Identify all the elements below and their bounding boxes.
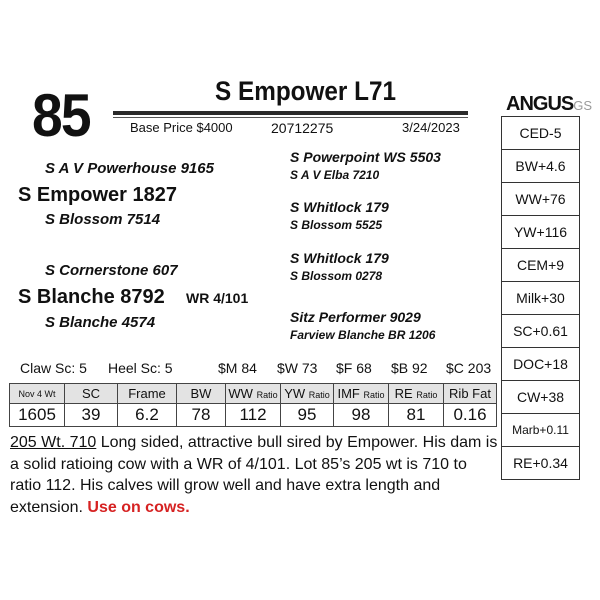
- epd-cem: CEM+9: [502, 249, 579, 282]
- val-yw-ratio: 95: [281, 404, 334, 427]
- description-emphasis: Use on cows.: [87, 498, 190, 516]
- dam-wr: WR 4/101: [186, 290, 249, 306]
- epd-panel: [501, 116, 580, 480]
- dam-dam: S Blanche 4574: [45, 314, 156, 331]
- col-frame: Frame: [118, 384, 177, 404]
- col-bw: BW: [177, 384, 226, 404]
- breed-suffix: GS: [573, 98, 593, 113]
- lot-number: 85: [32, 82, 90, 149]
- epd-ww: WW+76: [502, 183, 579, 216]
- col-imf-label: IMF: [337, 386, 360, 401]
- val-sc: 39: [65, 404, 118, 427]
- great-grandsire-4: Sitz Performer 9029: [290, 309, 421, 325]
- description-lead: 205 Wt. 710: [10, 434, 97, 451]
- index-m: $M 84: [218, 360, 257, 376]
- lot-description: [10, 432, 500, 518]
- col-imf-ratio: [334, 384, 389, 404]
- col-ww-label: WW: [228, 386, 253, 401]
- registration-number: 20712275: [271, 120, 334, 136]
- animal-name: S Empower L71: [215, 76, 397, 106]
- table-row: [10, 404, 497, 427]
- col-imf-ratio-label: Ratio: [363, 390, 385, 400]
- col-yw-label: YW: [284, 386, 306, 401]
- val-rib-fat: 0.16: [444, 404, 497, 427]
- epd-yw: YW+116: [502, 216, 579, 249]
- birth-date: 3/24/2023: [402, 120, 460, 135]
- performance-table: [9, 383, 497, 427]
- col-re-ratio-label: Ratio: [416, 390, 438, 400]
- title-rule-thin: [113, 117, 468, 118]
- col-nov-wt: Nov 4 Wt: [10, 384, 65, 404]
- col-ww-ratio-label: Ratio: [256, 390, 278, 400]
- col-yw-ratio: [281, 384, 334, 404]
- col-ww-ratio: [226, 384, 281, 404]
- epd-ced: CED-5: [502, 117, 579, 150]
- heel-score: Heel Sc: 5: [108, 360, 173, 376]
- table-header-row: [10, 384, 497, 404]
- epd-doc: DOC+18: [502, 348, 579, 381]
- great-granddam-3: S Blossom 0278: [290, 269, 383, 283]
- index-f: $F 68: [336, 360, 372, 376]
- col-re-ratio: [389, 384, 444, 404]
- epd-milk: Milk+30: [502, 282, 579, 315]
- val-ww-ratio: 112: [226, 404, 281, 427]
- claw-score: Claw Sc: 5: [20, 360, 87, 376]
- great-grandsire-2: S Whitlock 179: [290, 199, 389, 215]
- epd-marb: Marb+0.11: [502, 414, 579, 447]
- val-frame: 6.2: [118, 404, 177, 427]
- sire-dam: S Blossom 7514: [45, 211, 161, 228]
- breed-logo: [506, 93, 592, 116]
- val-bw: 78: [177, 404, 226, 427]
- great-grandsire-3: S Whitlock 179: [290, 250, 389, 266]
- description-body: Long sided, attractive bull sired by Empower. His dam is a solid ratioing cow with a WR of 4/101. Lot 85’s 205 wt is 710 to ratio 112. His calves will grow well and have extra length and extension.: [10, 434, 498, 516]
- epd-bw: BW+4.6: [502, 150, 579, 183]
- base-price: Base Price $4000: [130, 120, 233, 135]
- val-imf-ratio: 98: [334, 404, 389, 427]
- index-b: $B 92: [391, 360, 428, 376]
- great-granddam-2: S Blossom 5525: [290, 218, 383, 232]
- epd-cw: CW+38: [502, 381, 579, 414]
- title-rule: [113, 111, 468, 115]
- epd-sc: SC+0.61: [502, 315, 579, 348]
- great-granddam-4: Farview Blanche BR 1206: [290, 328, 436, 342]
- great-granddam-1: S A V Elba 7210: [290, 168, 380, 182]
- sire-sire: S A V Powerhouse 9165: [45, 160, 214, 177]
- index-w: $W 73: [277, 360, 318, 376]
- val-nov-wt: 1605: [10, 404, 65, 427]
- breed-name: ANGUS: [506, 93, 574, 115]
- sire: S Empower 1827: [18, 184, 177, 206]
- dam: S Blanche 8792: [18, 286, 165, 308]
- index-c: $C 203: [446, 360, 492, 376]
- col-sc: SC: [65, 384, 118, 404]
- col-rib-fat: Rib Fat: [444, 384, 497, 404]
- dam-sire: S Cornerstone 607: [45, 262, 178, 279]
- epd-re: RE+0.34: [513, 455, 568, 471]
- col-yw-ratio-label: Ratio: [308, 390, 330, 400]
- col-re-label: RE: [394, 386, 413, 401]
- val-re-ratio: 81: [389, 404, 444, 427]
- great-grandsire-1: S Powerpoint WS 5503: [290, 149, 441, 165]
